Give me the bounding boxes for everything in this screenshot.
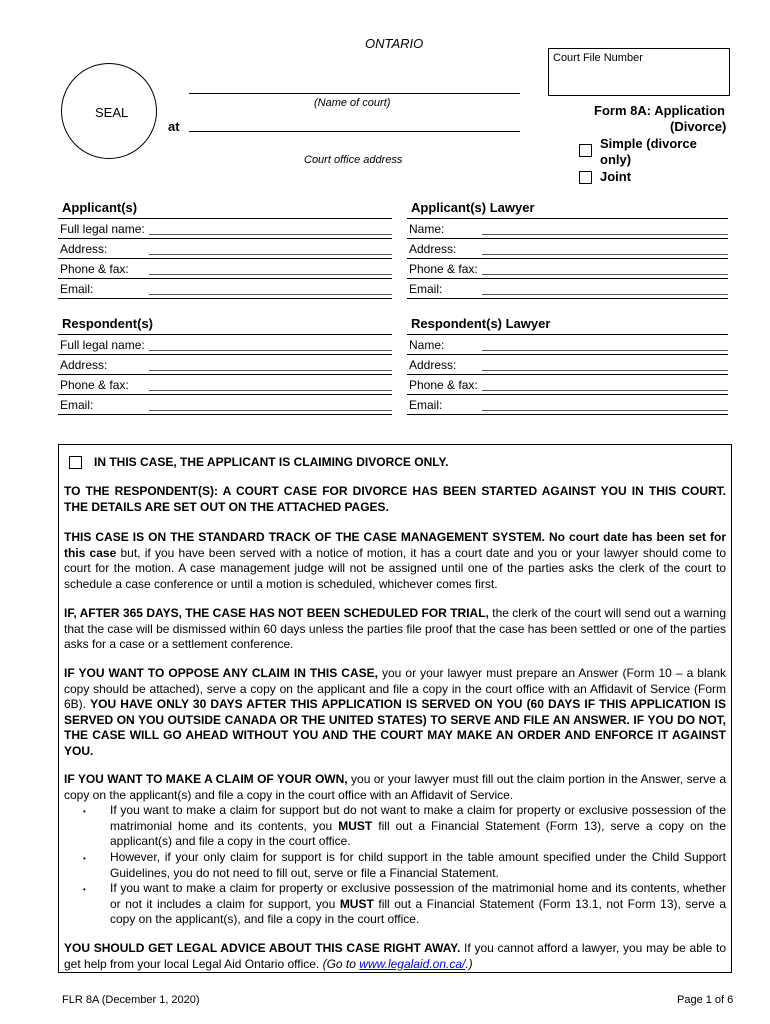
p3-bold: IF, AFTER 365 DAYS, THE CASE HAS NOT BEEN SCHEDULED FOR TRIAL, [64, 606, 489, 620]
joint-checkbox[interactable] [579, 171, 592, 184]
p6-ital-a: (Go to [322, 956, 360, 971]
p2-rest: but, if you have been served with a notice of motion, it has a court date and you or your lawyer should come to court for the motion. A case management judge will not be assigned until one of the parties asks the clerk of the court to schedule a case conference or until a motion is scheduled, whichever comes first. [64, 545, 726, 591]
app-lawyer-email-label: Email: [407, 279, 480, 299]
respondents-lawyer-heading: Respondent(s) Lawyer [411, 316, 551, 331]
province-title: ONTARIO [365, 36, 424, 51]
court-name-line[interactable] [189, 93, 520, 94]
notice-paragraph-4 [64, 666, 726, 760]
respondent-name-label: Full legal name: [58, 335, 147, 355]
p6-ital-b: .) [465, 956, 473, 971]
respondent-address-label: Address: [58, 355, 147, 375]
respondents-heading: Respondent(s) [62, 316, 153, 331]
notice-paragraph-1: TO THE RESPONDENT(S): A COURT CASE FOR DIVORCE HAS BEEN STARTED AGAINST YOU IN THIS COURT. THE DETAILS ARE SET OUT ON THE ATTACHED PAGES. [64, 484, 726, 514]
simple-divorce-label-1: Simple (divorce [600, 136, 697, 151]
legal-aid-link[interactable]: www.legalaid.on.ca/ [359, 956, 466, 971]
applicant-phone-label: Phone & fax: [58, 259, 147, 279]
bullet-1-text-a: If you want to make a claim for support but do not want to make a claim for property or exclusive possession of the matrimonial home and its contents, you [110, 803, 726, 833]
form-subtitle: (Divorce) [670, 119, 727, 134]
applicant-phone-field[interactable] [147, 259, 392, 279]
applicant-address-field[interactable] [147, 239, 392, 259]
app-lawyer-name-label: Name: [407, 219, 480, 239]
court-office-address-caption: Court office address [304, 154, 403, 166]
applicants-lawyer-heading: Applicant(s) Lawyer [411, 200, 535, 215]
p6-bold: YOU SHOULD GET LEGAL ADVICE ABOUT THIS CASE RIGHT AWAY. [64, 941, 461, 955]
respondents-lawyer-table [407, 334, 728, 415]
p5-bold: IF YOU WANT TO MAKE A CLAIM OF YOUR OWN, [64, 772, 348, 786]
bullet-2-text: However, if your only claim for support is for child support in the table amount specified under the Child Support Guidelines, you do not need to fill out, serve or file a Financial Statement. [110, 849, 726, 880]
respondent-phone-label: Phone & fax: [58, 375, 147, 395]
app-lawyer-phone-field[interactable] [480, 259, 728, 279]
notice-paragraph-3 [64, 606, 726, 653]
divorce-only-checkbox[interactable] [69, 456, 82, 469]
respondent-email-field[interactable] [147, 395, 392, 415]
app-lawyer-phone-label: Phone & fax: [407, 259, 480, 279]
applicant-address-label: Address: [58, 239, 147, 259]
simple-divorce-checkbox[interactable] [579, 144, 592, 157]
resp-lawyer-phone-label: Phone & fax: [407, 375, 480, 395]
bullet-1-text-b: fill out a Financial Statement (Form 13), serve a copy on the applicant(s) and file a copy in the court office. [110, 818, 727, 849]
p2-bold: THIS CASE IS ON THE STANDARD TRACK OF THE CASE MANAGEMENT SYSTEM. No court date has been set for this case [64, 530, 726, 560]
applicants-lawyer-table [407, 218, 728, 299]
divorce-only-label: IN THIS CASE, THE APPLICANT IS CLAIMING DIVORCE ONLY. [94, 455, 449, 469]
simple-divorce-label-2: only) [600, 152, 632, 167]
p6-rest: If you cannot afford a lawyer, you may be able to get help from your local Legal Aid Ontario office. [64, 941, 726, 971]
joint-label: Joint [600, 169, 632, 184]
applicant-email-field[interactable] [147, 279, 392, 299]
p3-rest: the clerk of the court will send out a warning that the case will be dismissed within 60 days unless the parties file proof that the case has been settled or one of the parties asks for a case or a settlement conference. [64, 606, 726, 652]
respondent-email-label: Email: [58, 395, 147, 415]
court-address-line[interactable] [189, 131, 520, 132]
applicant-email-label: Email: [58, 279, 147, 299]
app-lawyer-address-field[interactable] [480, 239, 728, 259]
p4-bold-2: YOU HAVE ONLY 30 DAYS AFTER THIS APPLICATION IS SERVED ON YOU (60 DAYS IF THIS APPLICATION IS SERVED ON YOU OUTSIDE CANADA OR THE UNITED STATES) TO SERVE AND FILE AN ANSWER. IF YOU DO NOT, THE CASE WILL GO AHEAD WITHOUT YOU AND THE COURT MAY MAKE AN ORDER AND ENFORCE IT AGAINST YOU. [64, 697, 727, 758]
resp-lawyer-phone-field[interactable] [480, 375, 728, 395]
resp-lawyer-name-field[interactable] [480, 335, 728, 355]
app-lawyer-email-field[interactable] [480, 279, 728, 299]
respondents-table [58, 334, 392, 415]
p5-rest: you or your lawyer must fill out the claim portion in the Answer, serve a copy on the applicant(s) and file a copy in the court office with an Affidavit of Service. [64, 772, 726, 802]
respondent-phone-field[interactable] [147, 375, 392, 395]
resp-lawyer-address-label: Address: [407, 355, 480, 375]
claim-bullets [64, 803, 726, 928]
applicant-name-field[interactable] [147, 219, 392, 239]
bullet-property-claim [110, 881, 726, 928]
bullet-child-support [110, 850, 726, 881]
applicants-heading: Applicant(s) [62, 200, 138, 215]
bullet-3-text-b: fill out a Financial Statement (Form 13.1, not Form 13), serve a copy on the applicant(s), and file a copy in the court office. [110, 896, 726, 927]
name-of-court-caption: (Name of court) [314, 97, 391, 109]
resp-lawyer-email-label: Email: [407, 395, 480, 415]
seal-label: SEAL [95, 105, 129, 120]
notice-paragraph-2 [64, 530, 726, 592]
notice-paragraph-6 [64, 941, 726, 972]
app-lawyer-address-label: Address: [407, 239, 480, 259]
resp-lawyer-name-label: Name: [407, 335, 480, 355]
bullet-3-must: MUST [339, 896, 374, 911]
bullet-support-claim [110, 803, 726, 850]
resp-lawyer-email-field[interactable] [480, 395, 728, 415]
notice-paragraph-5 [64, 772, 726, 928]
respondent-address-field[interactable] [147, 355, 392, 375]
bullet-1-must: MUST [338, 818, 373, 833]
respondent-name-field[interactable] [147, 335, 392, 355]
app-lawyer-name-field[interactable] [480, 219, 728, 239]
applicant-name-label: Full legal name: [58, 219, 147, 239]
p4-mid: you or your lawyer must prepare an Answer (Form 10 – a blank copy should be attached), serve a copy on the applicant and file a copy in the court office with an Affidavit of Service (Form 6B). [64, 666, 726, 712]
footer-page-number: Page 1 of 6 [677, 994, 734, 1006]
court-file-number-label: Court File Number [553, 52, 643, 64]
resp-lawyer-address-field[interactable] [480, 355, 728, 375]
applicants-table [58, 218, 392, 299]
bullet-3-text-a: If you want to make a claim for property or exclusive possession of the matrimonial home and its contents, whether or not it includes a claim for support, you [110, 881, 726, 911]
footer-form-id: FLR 8A (December 1, 2020) [62, 994, 200, 1006]
form-title: Form 8A: Application [594, 103, 725, 118]
at-label: at [168, 119, 180, 134]
p4-bold: IF YOU WANT TO OPPOSE ANY CLAIM IN THIS CASE, [64, 666, 378, 680]
